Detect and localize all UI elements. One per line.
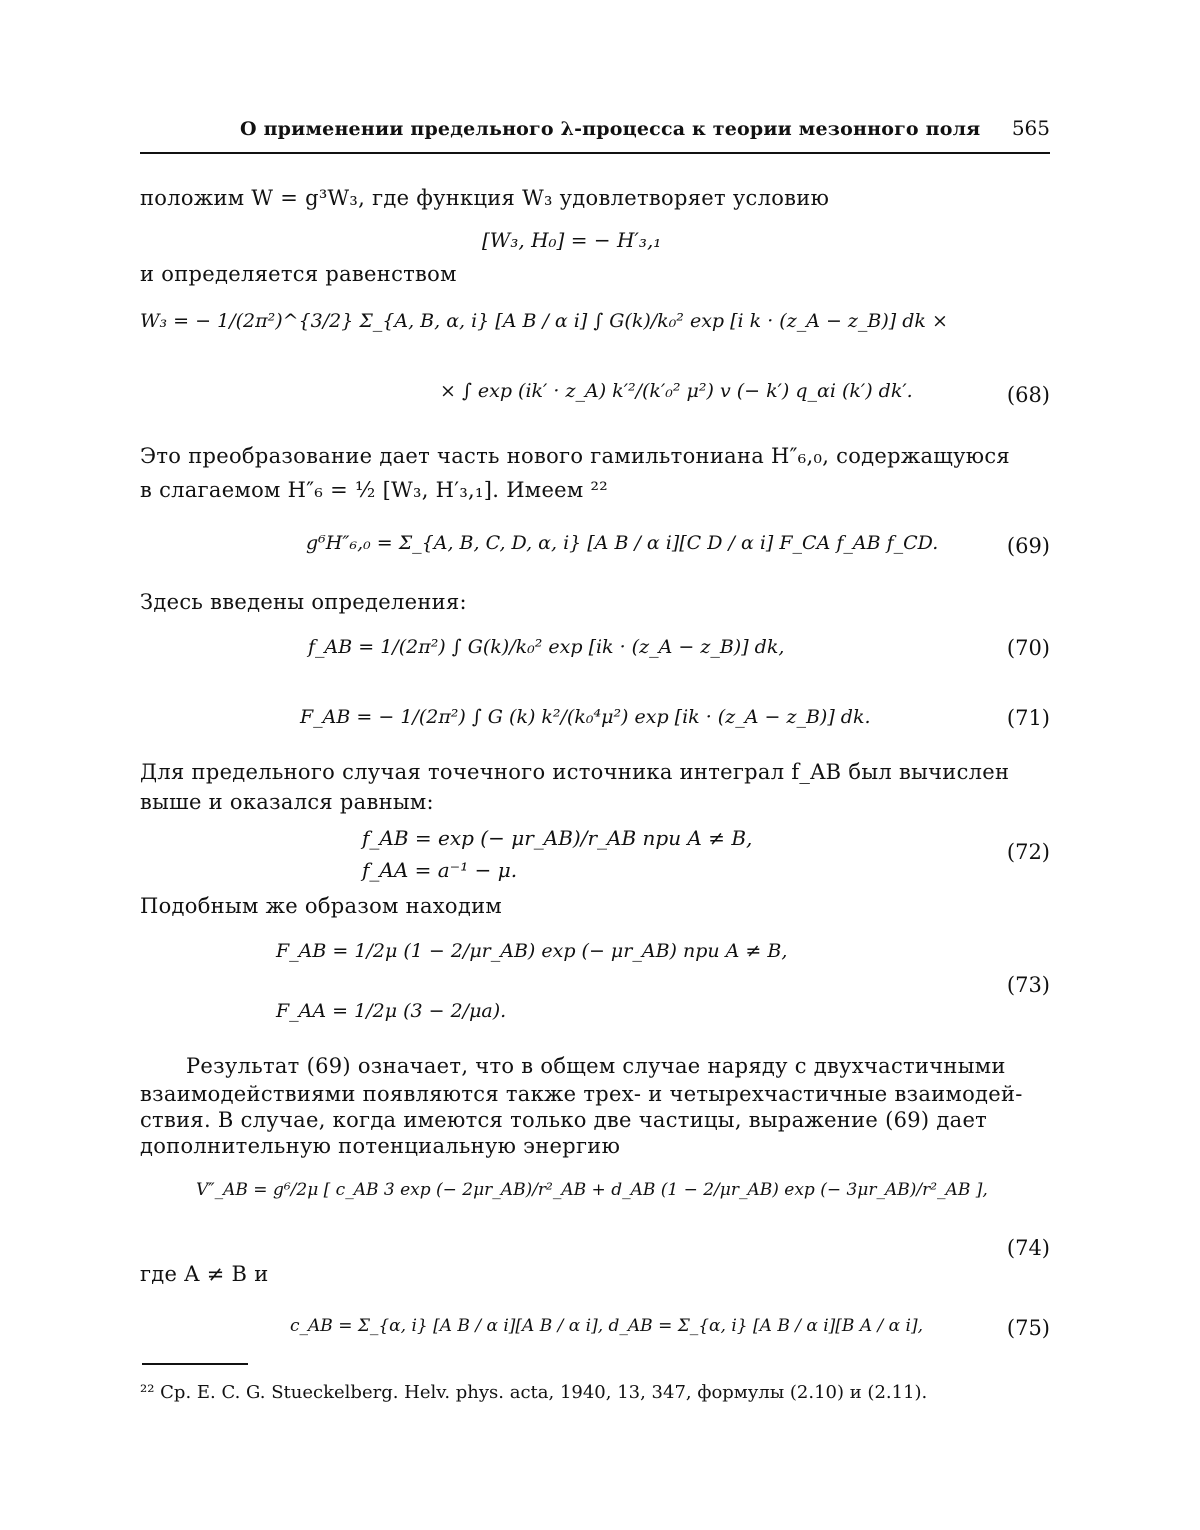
paragraph-line: положим W = g³W₃, где функция W₃ удовлетворяет условию [140, 186, 830, 210]
equation-number-73: (73) [1006, 973, 1050, 997]
equation-number-72: (72) [1006, 840, 1050, 864]
equation-number-75: (75) [1006, 1316, 1050, 1340]
running-header [140, 118, 1050, 152]
paragraph-line: взаимодействиями появляются также трех- и четырехчастичные взаимодей- [140, 1082, 1023, 1106]
equation-69: g⁶H″₆,₀ = Σ_{A, B, C, D, α, i} [A B / α i][C D / α i] F_CA f_AB f_CD. [306, 532, 939, 554]
equation-73-line2: F_AA = 1/2μ (3 − 2/μa). [276, 1000, 507, 1022]
paragraph-line: Подобным же образом находим [140, 894, 503, 918]
equation-number-70: (70) [1006, 636, 1050, 660]
equation-number-69: (69) [1006, 534, 1050, 558]
paragraph-line: Для предельного случая точечного источника интеграл f_AB был вычислен [140, 760, 1010, 784]
equation-72-line2: f_AA = a⁻¹ − μ. [362, 858, 518, 882]
equation-number-68: (68) [1006, 383, 1050, 407]
paragraph-line: в слагаемом H″₆ = ½ [W₃, H′₃,₁]. Имеем ²² [140, 478, 608, 502]
paragraph-line: и определяется равенством [140, 262, 457, 286]
equation-number-71: (71) [1006, 706, 1050, 730]
equation-71: F_AB = − 1/(2π²) ∫ G (k) k²/(k₀⁴μ²) exp [ik · (z_A − z_B)] dk. [300, 706, 871, 728]
equation-commutator: [W₃, H₀] = − H′₃,₁ [482, 228, 662, 252]
equation-68-line1: W₃ = − 1/(2π²)^{3/2} Σ_{A, B, α, i} [A B / α i] ∫ G(k)/k₀² exp [i k · (z_A − z_B)] dk × [140, 310, 948, 332]
equation-68-line2: × ∫ exp (ik′ · z_A) k′²/(k′₀² μ²) v (− k′) q_αi (k′) dk′. [440, 380, 913, 402]
paragraph-line: дополнительную потенциальную энергию [140, 1134, 621, 1158]
equation-73-line1: F_AB = 1/2μ (1 − 2/μr_AB) exp (− μr_AB) при A ≠ B, [276, 940, 788, 962]
paragraph-line: Это преобразование дает часть нового гамильтониана H″₆,₀, содержащуюся [140, 444, 1010, 468]
footnote-rule [142, 1363, 248, 1365]
page-number: 565 [1011, 116, 1050, 140]
running-title: О применении предельного λ-процесса к теории мезонного поля [240, 118, 981, 140]
header-rule [140, 152, 1050, 154]
equation-70: f_AB = 1/(2π²) ∫ G(k)/k₀² exp [ik · (z_A − z_B)] dk, [308, 636, 785, 658]
paragraph-line: Здесь введены определения: [140, 590, 467, 614]
paragraph-line: где A ≠ B и [140, 1262, 269, 1286]
paragraph-line: выше и оказался равным: [140, 790, 434, 814]
paragraph-line: ствия. В случае, когда имеются только две частицы, выражение (69) дает [140, 1108, 988, 1132]
paragraph-line: Результат (69) означает, что в общем случае наряду с двухчастичными [186, 1054, 1006, 1078]
equation-74: V″_AB = g⁶/2μ [ c_AB 3 exp (− 2μr_AB)/r²_AB + d_AB (1 − 2/μr_AB) exp (− 3μr_AB)/r²_AB ], [196, 1180, 988, 1200]
equation-72-line1: f_AB = exp (− μr_AB)/r_AB при A ≠ B, [362, 826, 753, 850]
equation-number-74: (74) [1006, 1236, 1050, 1260]
footnote: ²² Ср. E. C. G. Stueckelberg. Helv. phys. acta, 1940, 13, 347, формулы (2.10) и (2.11). [140, 1382, 928, 1403]
equation-75: c_AB = Σ_{α, i} [A B / α i][A B / α i], d_AB = Σ_{α, i} [A B / α i][B A / α i], [290, 1316, 923, 1336]
